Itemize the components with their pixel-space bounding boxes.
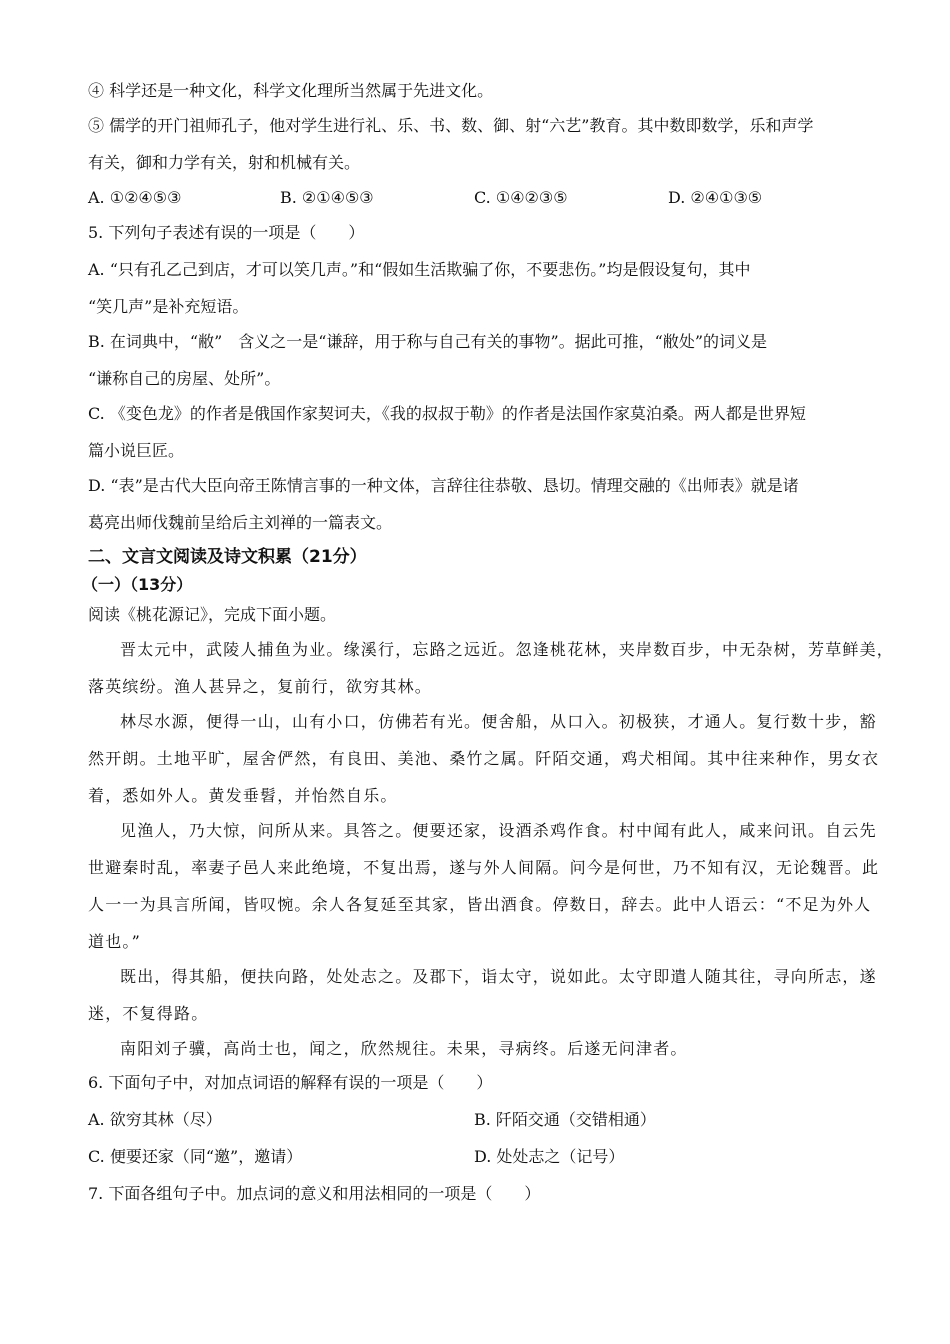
passage-p2-line-1: 林尽水源，便得一山，山有小口，仿佛若有光。便舍船，从口入。初极狭，才通人。复行数十步，豁 xyxy=(120,712,877,731)
q6-stem: 6. 下面句子中，对加点词语的解释有误的一项是（ ） xyxy=(88,1073,493,1092)
q4-item-5-line-1: ⑤ 儒学的开门祖师孔子，他对学生进行礼、乐、书、数、御、射“六艺”教育。其中数即数学，乐和声学 xyxy=(88,116,814,135)
reading-instruction: 阅读《桃花源记》，完成下面小题。 xyxy=(88,605,337,624)
q4-option-a: A. ①②④⑤③ xyxy=(88,188,182,207)
passage-p1-line-2: 落英缤纷。渔人甚异之，复前行，欲穷其林。 xyxy=(88,677,433,696)
q5-option-d-line-2: 葛亮出师伐魏前呈给后主刘禅的一篇表文。 xyxy=(88,513,393,532)
q5-option-a-line-2: “笑几声”是补充短语。 xyxy=(88,297,249,316)
q4-item-5-line-2: 有关，御和力学有关，射和机械有关。 xyxy=(88,153,361,172)
q5-option-a-line-1: A. “只有孔乙己到店，才可以笑几声。”和“假如生活欺骗了你，不要悲伤。”均是假设复句，其中 xyxy=(88,260,751,279)
q6-option-b: B. 阡陌交通（交错相通） xyxy=(474,1110,656,1129)
subsection-1-heading: （一）（13分） xyxy=(82,575,193,594)
q5-option-c-line-2: 篇小说巨匠。 xyxy=(88,441,185,460)
passage-p2-line-2: 然开朗。土地平旷，屋舍俨然，有良田、美池、桑竹之属。阡陌交通，鸡犬相闻。其中往来种作，男女衣 xyxy=(88,749,880,768)
section-2-heading: 二、文言文阅读及诗文积累（21分） xyxy=(88,547,367,567)
passage-p3-line-1: 见渔人，乃大惊，问所从来。具答之。便要还家，设酒杀鸡作食。村中闻有此人，咸来问讯。自云先 xyxy=(120,821,877,840)
passage-p2-line-3: 着，悉如外人。黄发垂髫，并怡然自乐。 xyxy=(88,786,398,805)
q5-option-b-line-1: B. 在词典中，“敝” 含义之一是“谦辞，用于称与自己有关的事物”。据此可推，“敝处”的词义是 xyxy=(88,332,768,351)
q4-option-b: B. ②①④⑤③ xyxy=(280,188,374,207)
q6-option-c: C. 便要还家（同“邀”，邀请） xyxy=(88,1147,303,1166)
passage-p5-line-1: 南阳刘子骥，高尚士也，闻之，欣然规往。未果，寻病终。后遂无问津者。 xyxy=(120,1039,688,1058)
passage-p3-line-4: 道也。” xyxy=(88,932,141,951)
passage-p3-line-2: 世避秦时乱，率妻子邑人来此绝境，不复出焉，遂与外人间隔。问今是何世，乃不知有汉，无论魏晋。此 xyxy=(88,858,880,877)
passage-p1-line-1: 晋太元中，武陵人捕鱼为业。缘溪行，忘路之远近。忽逢桃花林，夹岸数百步，中无杂树，芳草鲜美， xyxy=(120,640,895,659)
q5-option-b-line-2: “谦称自己的房屋、处所”。 xyxy=(88,369,281,388)
q7-stem: 7. 下面各组句子中。加点词的意义和用法相同的一项是（ ） xyxy=(88,1184,541,1203)
passage-p3-line-3: 人一一为具言所闻，皆叹惋。余人各复延至其家，皆出酒食。停数日，辞去。此中人语云：“不足为外人 xyxy=(88,895,872,914)
q5-option-d-line-1: D. “表”是古代大臣向帝王陈情言事的一种文体，言辞往往恭敬、恳切。情理交融的《出师表》就是诸 xyxy=(88,476,799,495)
q4-option-d: D. ②④①③⑤ xyxy=(668,188,763,207)
passage-p4-line-2: 迷，不复得路。 xyxy=(88,1004,209,1023)
q4-option-c: C. ①④②③⑤ xyxy=(474,188,568,207)
q5-stem: 5. 下列句子表述有误的一项是（ ） xyxy=(88,223,365,242)
q6-option-a: A. 欲穷其林（尽） xyxy=(88,1110,222,1129)
q6-option-d: D. 处处志之（记号） xyxy=(474,1147,625,1166)
q4-item-4: ④ 科学还是一种文化，科学文化理所当然属于先进文化。 xyxy=(88,81,494,100)
passage-p4-line-1: 既出，得其船，便扶向路，处处志之。及郡下，诣太守，说如此。太守即遣人随其往，寻向所志，遂 xyxy=(120,967,877,986)
q5-option-c-line-1: C. 《变色龙》的作者是俄国作家契诃夫，《我的叔叔于勒》的作者是法国作家莫泊桑。两人都是世界短 xyxy=(88,404,806,423)
